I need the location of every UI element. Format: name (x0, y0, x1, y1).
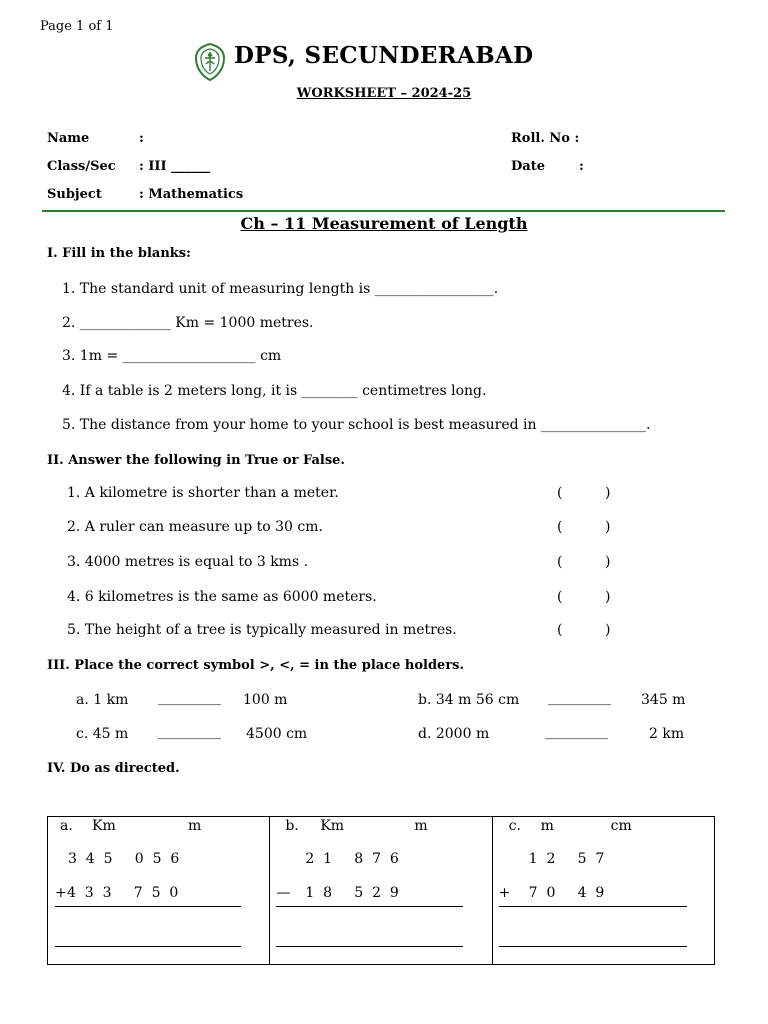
unit-label: m (540, 818, 554, 834)
answer-close-paren: ) (605, 519, 611, 535)
problem-label: c. (508, 818, 521, 834)
true-false-item: 4. 6 kilometres is the same as 6000 meters. (67, 589, 377, 605)
compare-left: c. 45 m (76, 726, 129, 742)
name-separator: : (139, 131, 144, 146)
problem-cell-a (48, 817, 270, 965)
worksheet-title: WORKSHEET – 2024-25 (296, 86, 472, 101)
answer-close-paren: ) (605, 485, 611, 501)
difference-line (276, 906, 463, 907)
page-label: Page 1 of 1 (40, 19, 114, 34)
class-label: Class/Sec (47, 159, 116, 174)
answer-open-paren: ( (557, 589, 563, 605)
answer-close-paren: ) (605, 589, 611, 605)
answer-close-paren: ) (605, 622, 611, 638)
answer-open-paren: ( (557, 622, 563, 638)
true-false-item: 3. 4000 metres is equal to 3 kms . (67, 554, 309, 570)
compare-blank: _________ (158, 724, 221, 740)
roll-label: Roll. No : (511, 131, 580, 146)
answer-open-paren: ( (557, 554, 563, 570)
compare-blank: _________ (548, 690, 611, 706)
subject-label: Subject (47, 187, 102, 202)
compare-blank: _________ (545, 724, 608, 740)
addend-row: 1 2 5 7 (528, 851, 605, 867)
date-label: Date (511, 159, 545, 174)
answer-line (55, 946, 241, 947)
answer-open-paren: ( (557, 485, 563, 501)
addend-row: 7 0 4 9 (528, 885, 605, 901)
addend-row: 4 3 3 7 5 0 (67, 885, 179, 901)
work-table (47, 816, 715, 965)
compare-right: 100 m (243, 692, 288, 708)
compare-right: 345 m (641, 692, 686, 708)
subject-value: : Mathematics (139, 187, 244, 202)
unit-label: cm (610, 818, 632, 834)
header-divider (42, 210, 725, 212)
section-4-heading: IV. Do as directed. (47, 761, 180, 776)
sum-line (499, 906, 687, 907)
true-false-item: 5. The height of a tree is typically measured in metres. (67, 622, 457, 638)
compare-left: a. 1 km (76, 692, 129, 708)
operator-sign: + (498, 885, 511, 901)
problem-cell-c (492, 817, 714, 965)
class-value: : III ______ (139, 159, 211, 174)
date-separator: : (579, 159, 584, 174)
true-false-item: 1. A kilometre is shorter than a meter. (67, 485, 339, 501)
sum-line (55, 906, 241, 907)
section-1-heading: I. Fill in the blanks: (47, 246, 191, 261)
answer-line (499, 946, 687, 947)
subtrahend-row: 1 8 5 2 9 (305, 885, 399, 901)
addend-row: 3 4 5 0 5 6 (68, 851, 180, 867)
fill-blank-item: 5. The distance from your home to your school is best measured in _______________. (62, 417, 651, 433)
operator-sign: — (276, 885, 291, 901)
answer-close-paren: ) (605, 554, 611, 570)
name-label: Name (47, 131, 90, 146)
problem-label: a. (60, 818, 73, 834)
answer-open-paren: ( (557, 519, 563, 535)
chapter-title: Ch – 11 Measurement of Length (240, 214, 528, 233)
unit-label: Km (92, 818, 116, 834)
operator-sign: + (55, 885, 67, 901)
true-false-item: 2. A ruler can measure up to 30 cm. (67, 519, 323, 535)
problem-label: b. (285, 818, 299, 834)
compare-left: d. 2000 m (418, 726, 490, 742)
school-name: DPS, SECUNDERABAD (234, 42, 534, 69)
unit-label: m (414, 818, 428, 834)
school-logo-icon (194, 42, 226, 82)
problem-cell-b (270, 817, 492, 965)
fill-blank-item: 2. _____________ Km = 1000 metres. (62, 315, 314, 331)
fill-blank-item: 1. The standard unit of measuring length is _________________. (62, 281, 499, 297)
answer-line (276, 946, 463, 947)
compare-blank: _________ (158, 690, 221, 706)
fill-blank-item: 3. 1m = ___________________ cm (62, 348, 282, 364)
compare-left: b. 34 m 56 cm (418, 692, 520, 708)
compare-right: 2 km (649, 726, 685, 742)
section-2-heading: II. Answer the following in True or False. (47, 453, 345, 468)
section-3-heading: III. Place the correct symbol >, <, = in the place holders. (47, 658, 465, 673)
unit-label: Km (320, 818, 345, 834)
unit-label: m (188, 818, 202, 834)
compare-right: 4500 cm (246, 726, 308, 742)
minuend-row: 2 1 8 7 6 (305, 851, 399, 867)
fill-blank-item: 4. If a table is 2 meters long, it is ________ centimetres long. (62, 383, 487, 399)
